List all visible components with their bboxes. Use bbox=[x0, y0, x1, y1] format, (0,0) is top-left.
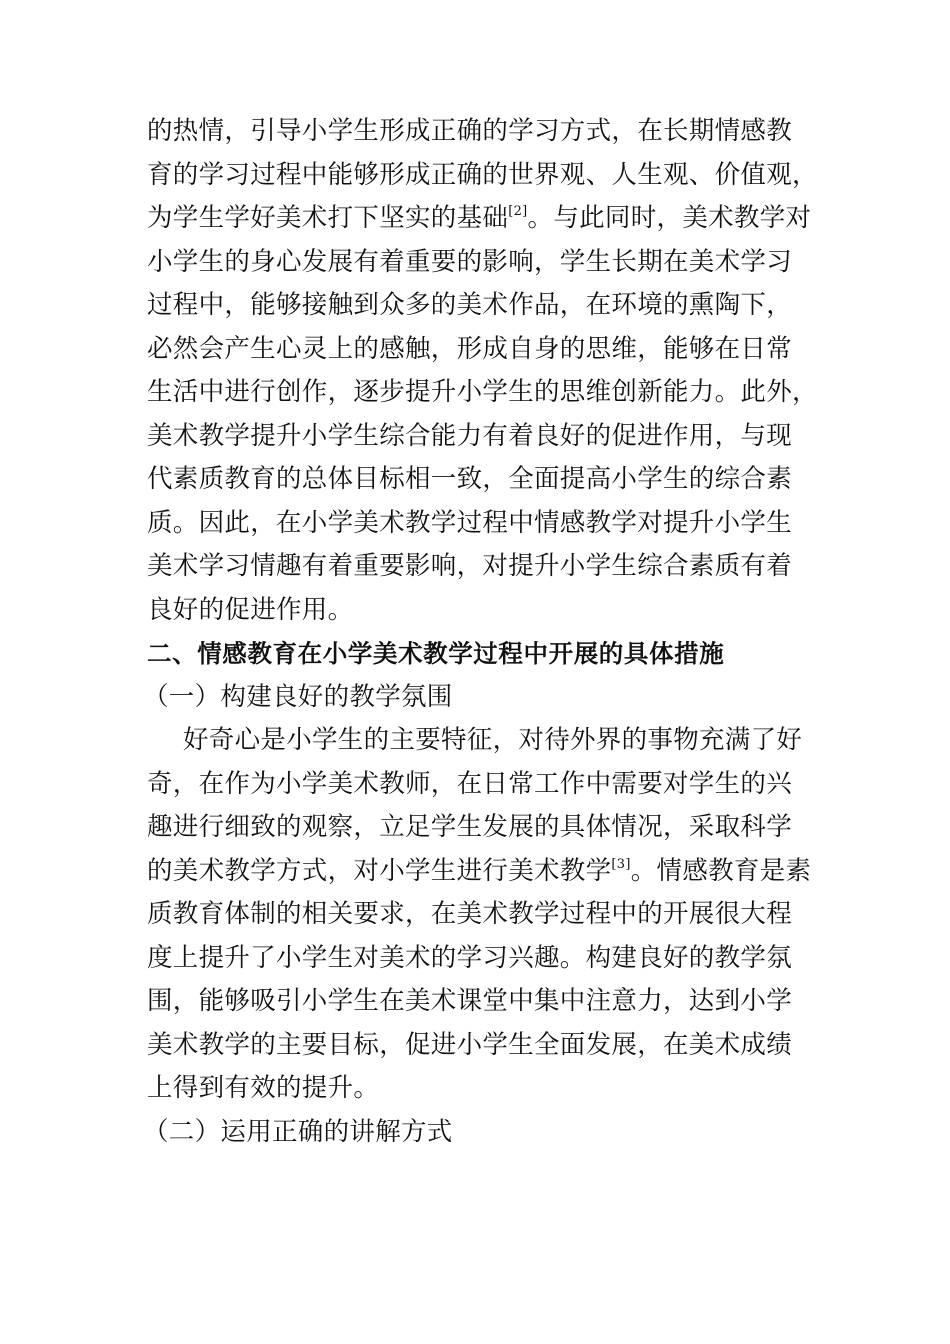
text-line: 良好的促进作用。 bbox=[147, 594, 354, 625]
subsection-heading: （二）运用正确的讲解方式 bbox=[143, 1116, 453, 1147]
text-line: 质。因此，在小学美术教学过程中情感教学对提升小学生 bbox=[147, 507, 793, 538]
text-line: 美术教学的主要目标，促进小学生全面发展，在美术成绩 bbox=[147, 1029, 793, 1060]
text-line: 过程中，能够接触到众多的美术作品，在环境的熏陶下， bbox=[147, 290, 793, 320]
text-line: 质教育体制的相关要求，在美术教学过程中的开展很大程 bbox=[147, 899, 793, 929]
text-line: 小学生的身心发展有着重要的影响，学生长期在美术学习 bbox=[147, 246, 793, 277]
text-line: 代素质教育的总体目标相一致，全面提高小学生的综合素 bbox=[147, 464, 793, 494]
text-line: 的热情，引导小学生形成正确的学习方式，在长期情感教 bbox=[147, 116, 793, 146]
text-line: 美术学习情趣有着重要影响，对提升小学生综合素质有着 bbox=[147, 551, 793, 581]
citation-ref: [3] bbox=[611, 856, 631, 872]
citation-ref: [2] bbox=[508, 204, 528, 219]
text-line: 为学生学好美术打下坚实的基础[2]。与此同时，美术教学对 bbox=[147, 203, 812, 233]
subsection-heading: （一）构建良好的教学氛围 bbox=[143, 681, 453, 712]
document-page bbox=[143, 110, 818, 1154]
text-line: 度上提升了小学生对美术的学习兴趣。构建良好的教学氛 bbox=[147, 942, 793, 973]
paragraph-1 bbox=[147, 110, 818, 632]
section-heading: 二、情感教育在小学美术教学过程中开展的具体措施 bbox=[147, 639, 725, 668]
text-line: 上得到有效的提升。 bbox=[147, 1073, 380, 1103]
text-line: 趣进行细致的观察，立足学生发展的具体情况，采取科学 bbox=[147, 812, 793, 842]
text-line: 生活中进行创作，逐步提升小学生的思维创新能力。此外， bbox=[147, 377, 818, 407]
text-line: 好奇心是小学生的主要特征，对待外界的事物充满了好 bbox=[183, 725, 803, 755]
text-line: 奇，在作为小学美术教师，在日常工作中需要对学生的兴 bbox=[147, 768, 793, 799]
text-line: 育的学习过程中能够形成正确的世界观、人生观、价值观， bbox=[147, 159, 818, 190]
text-line: 围，能够吸引小学生在美术课堂中集中注意力，达到小学 bbox=[147, 986, 793, 1016]
paragraph-2 bbox=[147, 719, 812, 1111]
text-line: 必然会产生心灵上的感触，形成自身的思维，能够在日常 bbox=[147, 333, 793, 364]
text-line: 美术教学提升小学生综合能力有着良好的促进作用，与现 bbox=[147, 420, 793, 451]
text-line: 的美术教学方式，对小学生进行美术教学[3]。情感教育是素 bbox=[147, 855, 812, 886]
